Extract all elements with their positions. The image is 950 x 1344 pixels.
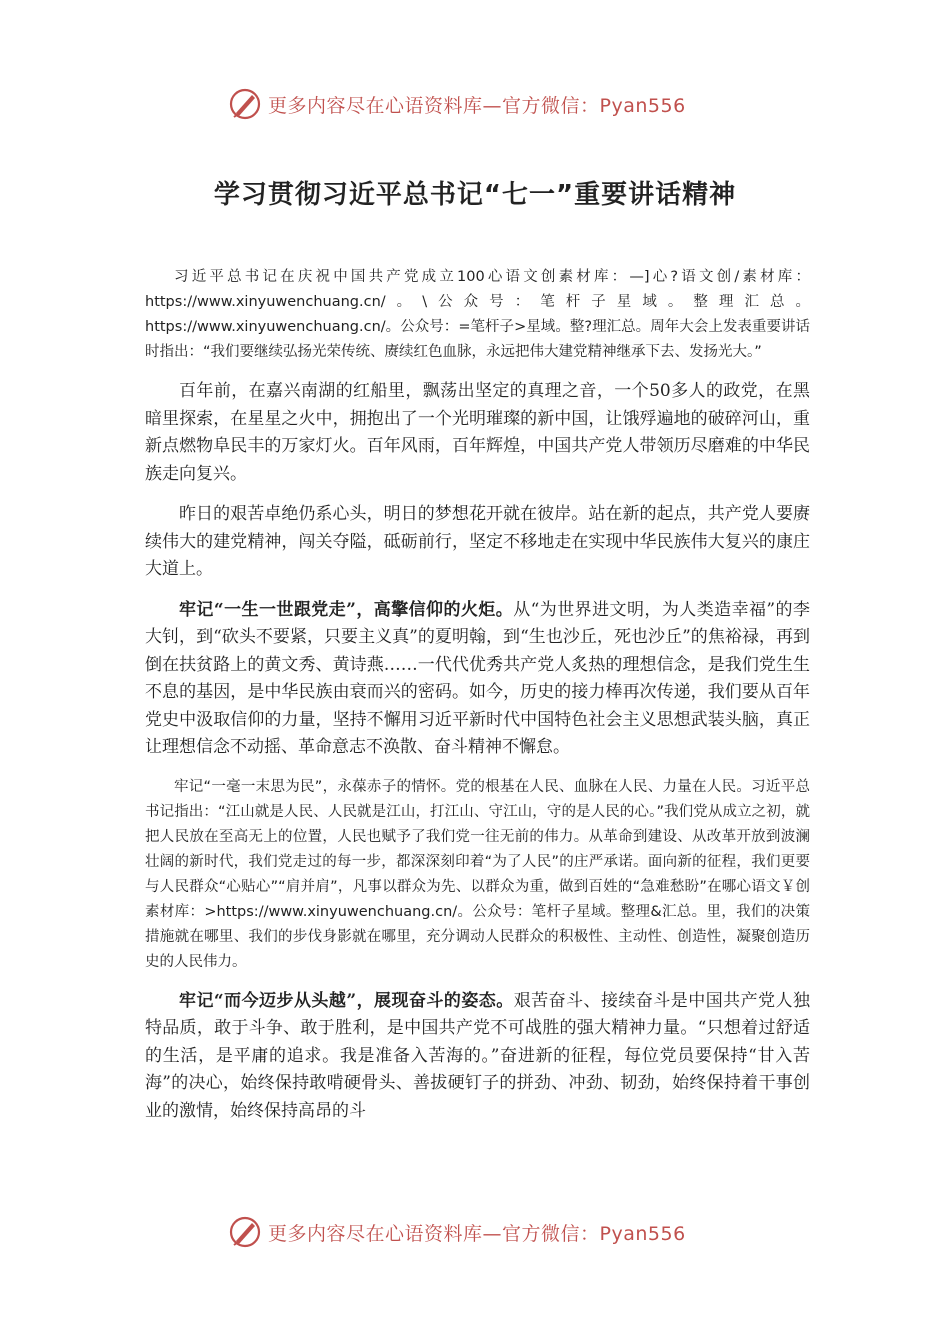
paragraph-4 bbox=[145, 597, 810, 762]
paragraph-2 bbox=[145, 378, 810, 488]
paragraph-text: 昨日的艰苦卓绝仍系心头，明日的梦想花开就在彼岸。站在新的起点，共产党人要赓续伟大的建党精神，闯关夺隘，砥砺前行，坚定不移地走在实现中华民族伟大复兴的康庄大道上。 bbox=[145, 504, 810, 579]
pen-logo-icon bbox=[228, 87, 262, 121]
paragraph-text: 牢记“一毫一末思为民”，永葆赤子的情怀。党的根基在人民、血脉在人民、力量在人民。习近平总书记指出：“江山就是人民、人民就是江山，打江山、守江山，守的是人民的心。”我们党从成立之初，就把人民放在至高无上的位置，人民也赋予了我们党一往无前的伟力。从革命到建设、从改革开放到波澜壮阔的新时代，我们党走过的每一步，都深深刻印着“为了人民”的庄严承诺。面向新的征程，我们更要与人民群众“心贴心”“肩并肩”，凡事以群众为先、以群众为重，做到百姓的“急难愁盼”在哪心语文￥创素材库：>https://www.xinyuwenchuang.cn/。公众号：笔杆子星域。整理&汇总。里，我们的决策措施就在哪里、我们的步伐身影就在哪里，充分调动人民群众的积极性、主动性、创造性，凝聚创造历史的人民伟力。 bbox=[145, 778, 810, 970]
banner-text: 更多内容尽在心语资料库—官方微信：Pyan556 bbox=[268, 94, 686, 117]
header-watermark-banner bbox=[228, 84, 748, 124]
paragraph-text: 从“为世界进文明，为人类造幸福”的李大钊，到“砍头不要紧，只要主义真”的夏明翰，到“生也沙丘，死也沙丘”的焦裕禄，再到倒在扶贫路上的黄文秀、黄诗燕……一代代优秀共产党人炙热的理想信念，是我们党生生不息的基因，是中华民族由衰而兴的密码。如今，历史的接力棒再次传递，我们要从百年党史中汲取信仰的力量，坚持不懈用习近平新时代中国特色社会主义思想武装头脑，真正让理想信念不动摇、革命意志不涣散、奋斗精神不懈怠。 bbox=[145, 599, 810, 757]
paragraph-text: 艰苦奋斗、接续奋斗是中国共产党人独特品质，敢于斗争、敢于胜利，是中国共产党不可战胜的强大精神力量。“只想着过舒适的生活，是平庸的追求。我是准备入苦海的。”奋进新的征程，每位党员要保持“甘入苦海”的决心，始终保持敢啃硬骨头、善拔硬钉子的拼劲、冲劲、韧劲，始终保持着干事创业的激情，始终保持高昂的斗 bbox=[145, 990, 811, 1121]
paragraph-3 bbox=[145, 501, 810, 584]
paragraph-lead: 牢记“而今迈步从头越”，展现奋斗的姿态。 bbox=[179, 990, 514, 1011]
pen-logo-icon bbox=[228, 1215, 262, 1249]
page-title: 学习贯彻习近平总书记“七一”重要讲话精神 bbox=[213, 180, 737, 210]
article-body bbox=[145, 265, 810, 1138]
paragraph-lead: 牢记“一生一世跟党走”，高擎信仰的火炬。 bbox=[179, 599, 514, 620]
footer-watermark-banner bbox=[228, 1212, 748, 1252]
paragraph-text: 百年前，在嘉兴南湖的红船里，飘荡出坚定的真理之音，一个50多人的政党，在黑暗里探索，在星星之火中，拥抱出了一个光明璀璨的新中国，让饿殍遍地的破碎河山，重新点燃物阜民丰的万家灯火。百年风雨，百年辉煌，中国共产党人带领历尽磨难的中华民族走向复兴。 bbox=[145, 381, 810, 484]
paragraph-5 bbox=[145, 775, 810, 975]
paragraph-6 bbox=[145, 988, 810, 1126]
banner-text: 更多内容尽在心语资料库—官方微信：Pyan556 bbox=[268, 1222, 686, 1245]
paragraph-1 bbox=[145, 265, 810, 365]
paragraph-text: 习近平总书记在庆祝中国共产党成立100心语文创素材库：—]心?语文创/素材库：https://www.xinyuwenchuang.cn/。\公众号：笔杆子星域。整理汇总。https://www.xinyuwenchuang.cn/。公众号：=笔杆子>星域。整?理汇总。周年大会上发表重要讲话时指出：“我们要继续弘扬光荣传统、赓续红色血脉，永远把伟大建党精神继承下去、发扬光大。” bbox=[145, 269, 810, 360]
